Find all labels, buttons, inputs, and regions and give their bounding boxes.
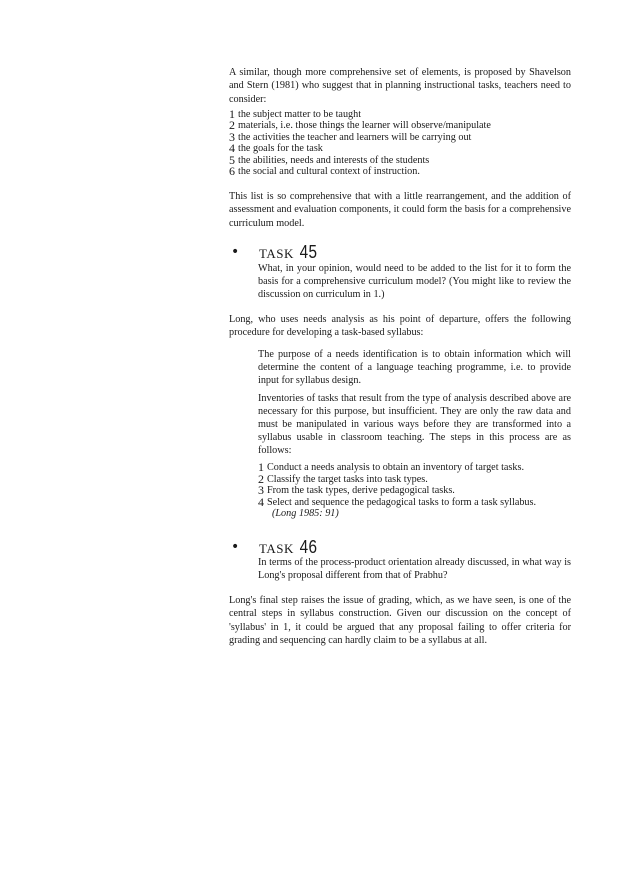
bullet-icon: •	[231, 539, 240, 555]
list-number: 1	[258, 460, 264, 474]
list-text: the goals for the task	[238, 143, 323, 155]
list-item	[229, 166, 571, 177]
final-paragraph: Long's final step raises the issue of grading, which, as we have seen, is one of the central steps in syllabus construction. Given our discussion on the concept of 'syllabus' in 1, it could be argued that any proposal failing to offer criteria for grading and sequencing can hardly claim to be a syllabus at all.	[229, 595, 571, 646]
list-number: 4	[229, 141, 235, 156]
list-item	[229, 129, 571, 144]
list-item	[229, 109, 571, 120]
list-text: Conduct a needs analysis to obtain an inventory of target tasks.	[267, 462, 524, 473]
list-text: From the task types, derive pedagogical tasks.	[267, 485, 455, 497]
task-number: 45	[299, 242, 318, 262]
task-label: TASK	[259, 246, 294, 261]
list-number: 2	[229, 118, 235, 133]
list-comment-paragraph: This list is so comprehensive that with a little rearrangement, and the addition of assessment and evaluation components, it could form the basis for a comprehensive curriculum model.	[229, 191, 571, 229]
list-text: the social and cultural context of instruction.	[238, 166, 420, 178]
task-number: 46	[299, 537, 318, 557]
list-item	[258, 485, 571, 497]
quote-paragraph-2: Inventories of tasks that result from the type of analysis described above are necessary for this purpose, but insufficient. They are only the raw data and must be manipulated in various ways before they are transformed into a syllabus usable in classroom teaching. The steps in this process are as follows:	[258, 393, 571, 456]
list-item	[229, 143, 571, 154]
bullet-icon: •	[231, 244, 240, 260]
list-number: 5	[229, 152, 235, 167]
list-number: 4	[258, 494, 264, 509]
list-number: 3	[229, 129, 235, 144]
list-number: 1	[229, 107, 235, 121]
list-number: 6	[229, 164, 235, 179]
list-item	[258, 462, 571, 474]
list-item	[258, 471, 571, 486]
considerations-list	[229, 109, 571, 177]
task-45-text: What, in your opinion, would need to be added to the list for it to form the basis for a comprehensive curriculum model? (You might like to review the discussion on curriculum in 1.)	[258, 263, 571, 300]
task-label: TASK	[259, 541, 294, 556]
list-item	[229, 152, 571, 167]
list-text: Select and sequence the pedagogical tasks to form a task syllabus.	[267, 496, 537, 508]
long-intro-paragraph: Long, who uses needs analysis as his point of departure, offers the following procedure for developing a task-based syllabus:	[229, 314, 571, 339]
list-text: the abilities, needs and interests of the students	[238, 154, 430, 166]
task-45-heading	[229, 240, 571, 264]
steps-list	[258, 462, 571, 520]
list-text: Classify the target tasks into task types.	[267, 473, 428, 485]
list-item	[258, 494, 571, 509]
list-text: the subject matter to be taught	[238, 109, 362, 120]
list-number: 2	[258, 471, 264, 486]
task-46-heading	[229, 535, 571, 559]
quote-paragraph-1: The purpose of a needs identification is to obtain information which will determine the content of a language teaching programme, i.e. to provide input for syllabus design.	[258, 349, 571, 386]
task-46-text: In terms of the process-product orientation already discussed, in what way is Long's proposal different from that of Prabhu?	[258, 557, 571, 581]
list-number: 3	[258, 483, 264, 498]
citation: (Long 1985: 91)	[272, 508, 339, 520]
list-item	[229, 120, 571, 131]
list-text: the activities the teacher and learners will be carrying out	[238, 131, 472, 143]
intro-paragraph: A similar, though more comprehensive set of elements, is proposed by Shavelson and Stern (1981) who suggest that in planning instructional tasks, teachers need to consider:	[229, 67, 571, 105]
list-text: materials, i.e. those things the learner will observe/manipulate	[238, 120, 491, 132]
